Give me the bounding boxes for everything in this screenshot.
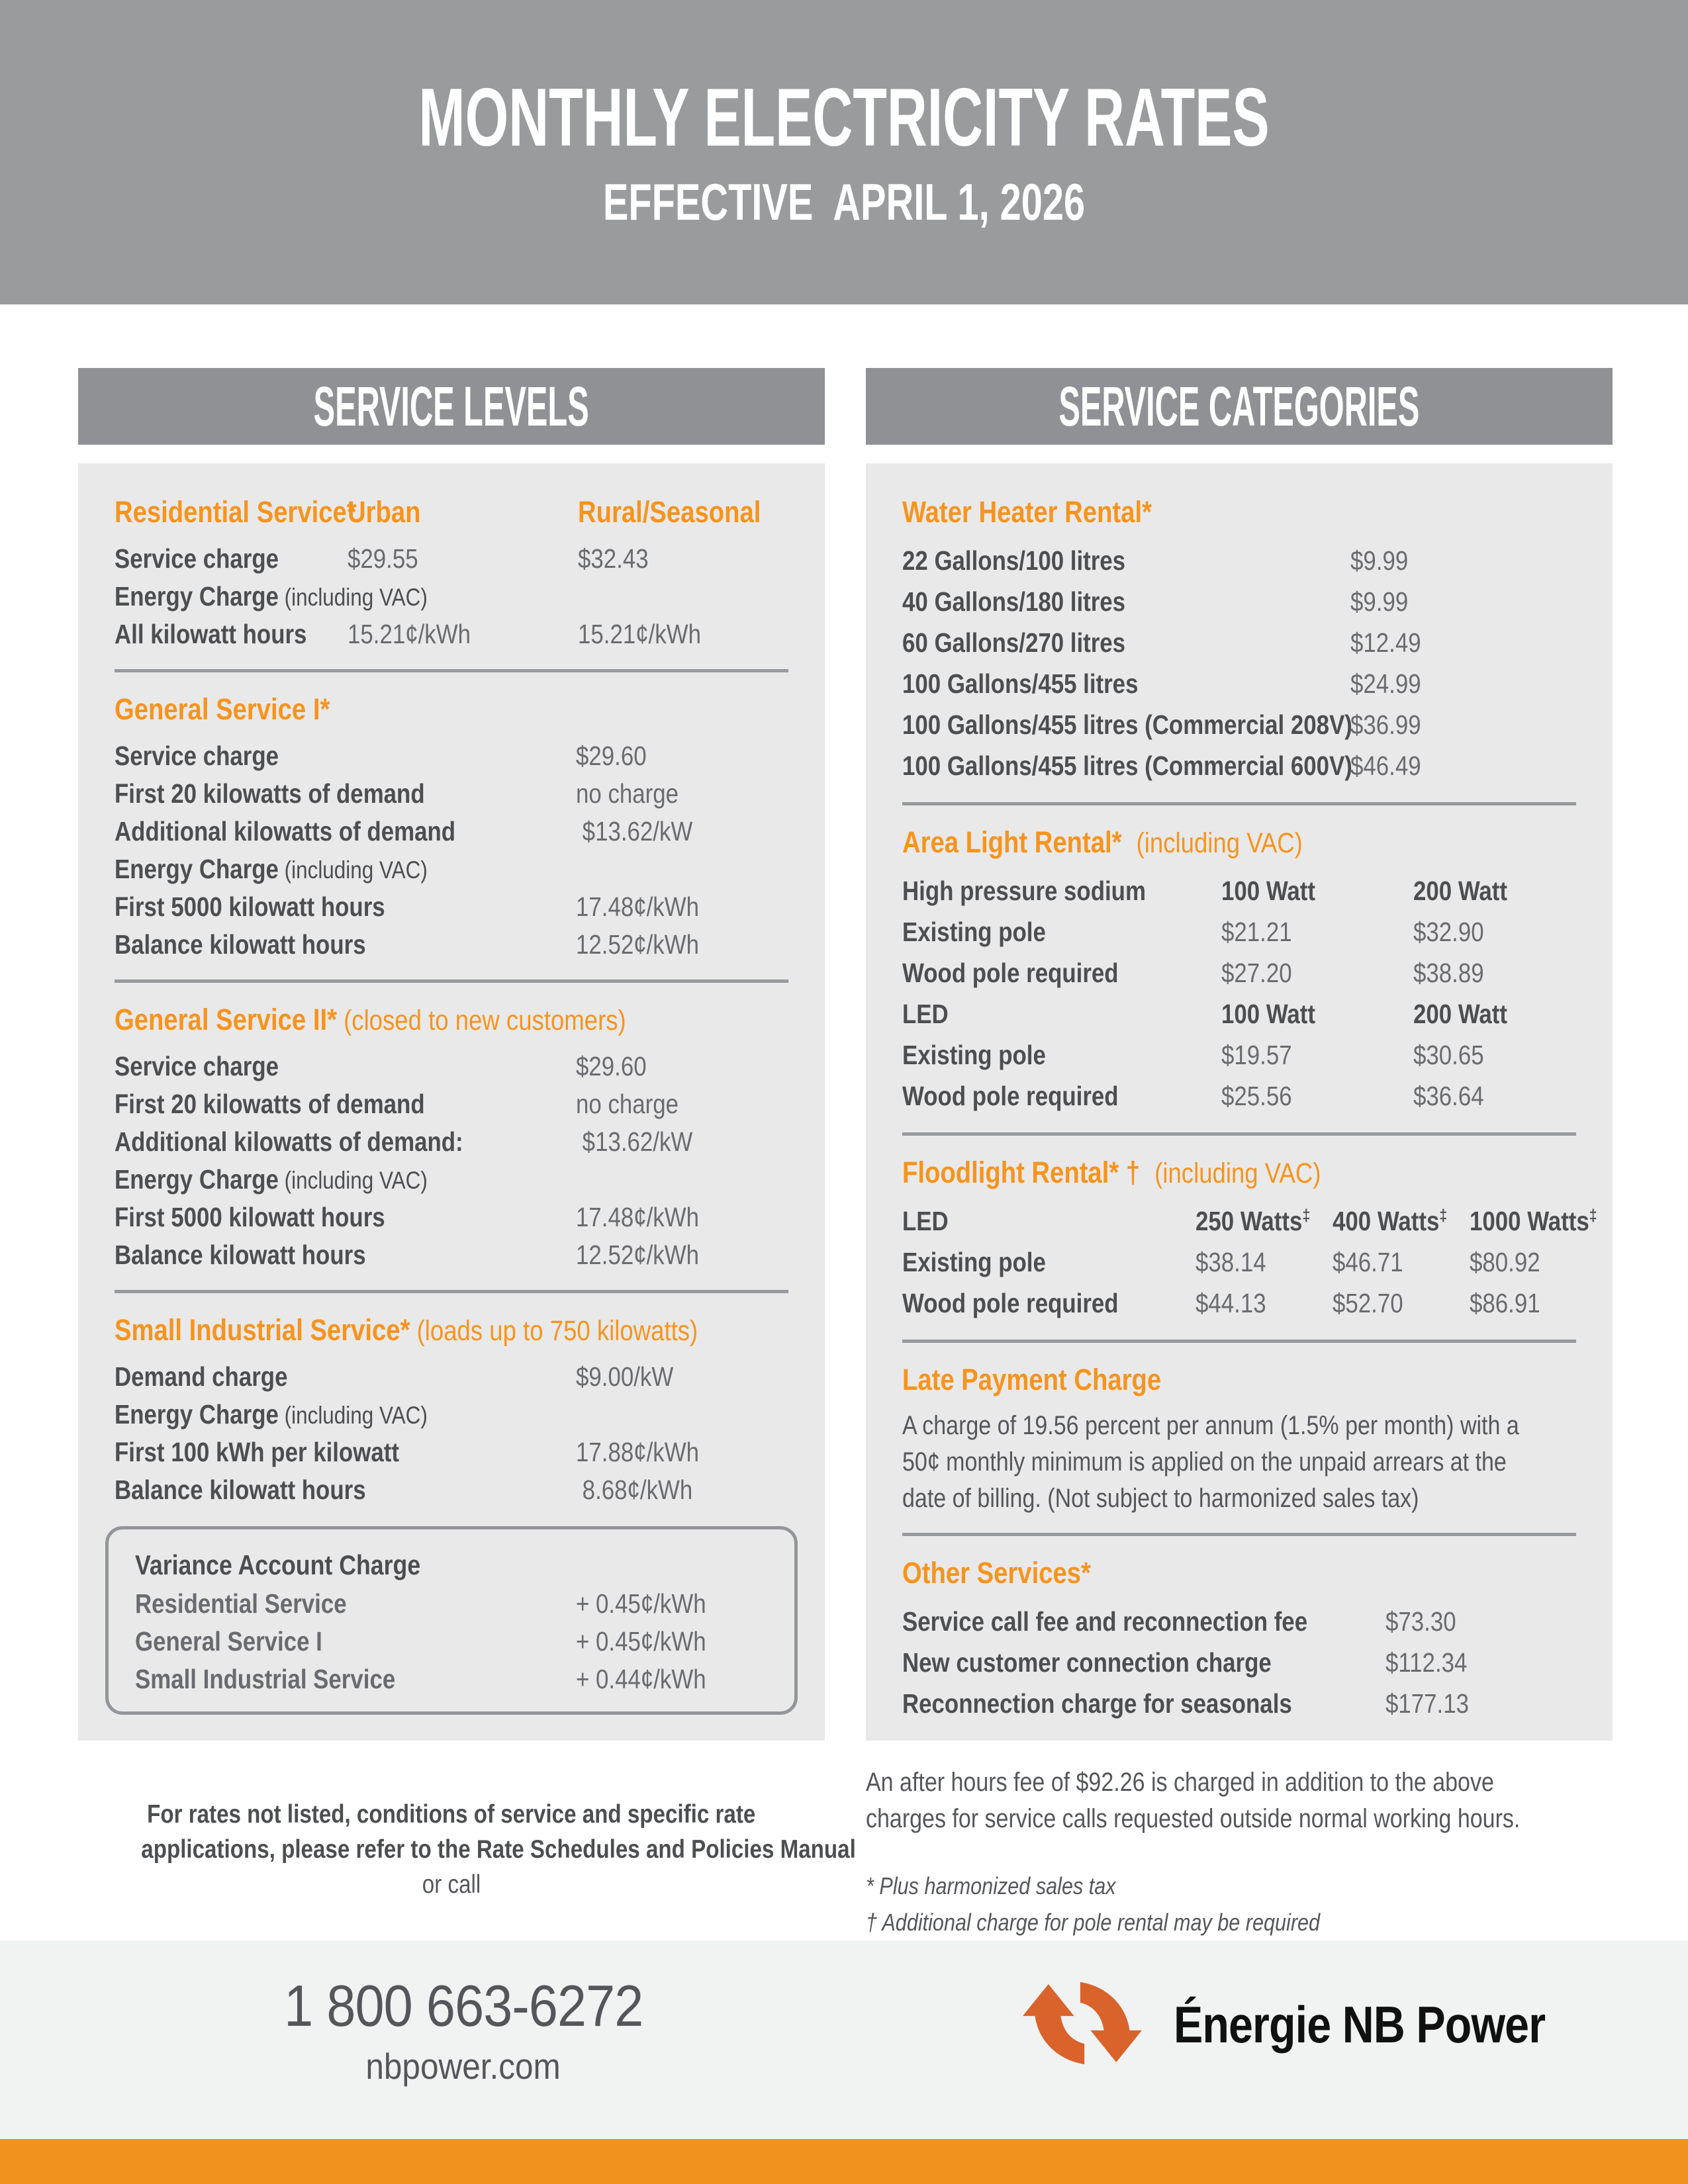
- service-categories-header-bar: [866, 368, 1613, 445]
- subsection-label: LED: [902, 998, 949, 1029]
- variance-account-charge-box: [105, 1526, 798, 1715]
- section-title: Late Payment Charge: [902, 1363, 1162, 1396]
- rate-label-suffix: (including VAC): [278, 1402, 428, 1429]
- rate-row: [115, 1236, 788, 1274]
- section-divider: [115, 979, 788, 983]
- section-header-row: [115, 688, 788, 731]
- rate-row: [115, 850, 788, 888]
- website-link: nbpower.com: [365, 2046, 561, 2087]
- service-levels-heading: SERVICE LEVELS: [313, 375, 590, 437]
- bottom-orange-bar: [0, 2139, 1688, 2184]
- rate-row: [115, 1123, 788, 1161]
- service-categories-box: [866, 463, 1613, 1741]
- rate-label: Wood pole required: [902, 1287, 1119, 1318]
- subsection-label: LED: [902, 1205, 949, 1236]
- rate-label: 60 Gallons/270 litres: [902, 627, 1126, 658]
- rate-value-200w: $36.64: [1413, 1080, 1484, 1111]
- section-header-row: [902, 821, 1576, 864]
- rate-row: [902, 1601, 1576, 1642]
- rate-value-250w: $44.13: [1196, 1287, 1266, 1318]
- rate-value: 17.48¢/kWh: [576, 891, 699, 922]
- rate-row: [115, 1085, 788, 1123]
- rate-label: Demand charge: [115, 1361, 288, 1392]
- rate-label-suffix: (including VAC): [278, 584, 428, 611]
- rate-label: Energy Charge: [115, 1399, 279, 1430]
- rate-label: Balance kilowatt hours: [115, 1475, 366, 1505]
- section-title: Water Heater Rental*: [902, 495, 1152, 529]
- service-levels-header-bar: [78, 368, 825, 445]
- rate-value-rural: $32.43: [578, 543, 649, 574]
- rate-label: 100 Gallons/455 litres (Commercial 208V): [902, 709, 1352, 740]
- rate-row: [902, 952, 1576, 993]
- rate-value-200w: $30.65: [1413, 1039, 1484, 1070]
- page-subtitle: EFFECTIVE APRIL 1, 2026: [602, 173, 1086, 231]
- rate-value: $13.62/kW: [576, 816, 693, 846]
- wattage-column-header: 200 Watt: [1413, 875, 1508, 906]
- rate-value-400w: $46.71: [1333, 1246, 1403, 1277]
- section-general-service-2: [115, 999, 788, 1274]
- rate-label: Residential Service: [135, 1588, 347, 1619]
- rate-value: 12.52¢/kWh: [576, 929, 699, 960]
- rate-value-urban: 15.21¢/kWh: [348, 619, 471, 649]
- rate-label: Service charge: [115, 741, 279, 771]
- after-hours-line: An after hours fee of $92.26 is charged in addition to the above: [866, 1768, 1494, 1797]
- section-title: Small Industrial Service*: [115, 1313, 410, 1347]
- rate-row: [902, 1642, 1576, 1683]
- section-header-row: [115, 1309, 788, 1351]
- rate-value: $29.60: [576, 1051, 647, 1081]
- rate-label: Existing pole: [902, 1039, 1046, 1070]
- rate-label: Additional kilowatts of demand:: [115, 1126, 463, 1157]
- section-title: General Service II*: [115, 1003, 337, 1036]
- section-header-row: [115, 999, 788, 1041]
- footnote-marker: ‡: [1439, 1205, 1448, 1224]
- rate-value: 17.88¢/kWh: [576, 1437, 699, 1467]
- brand-block: [1016, 1964, 1611, 2086]
- rate-row: [115, 926, 788, 964]
- rate-row: [115, 1358, 788, 1396]
- rate-value: $13.62/kW: [576, 1126, 693, 1157]
- rate-label: Balance kilowatt hours: [115, 1240, 366, 1270]
- rate-row: [115, 1433, 788, 1471]
- section-header-row: [902, 1359, 1576, 1401]
- rate-row: [115, 888, 788, 926]
- late-payment-text-line: A charge of 19.56 percent per annum (1.5% per month) with a: [902, 1411, 1519, 1440]
- rate-value: $9.99: [1350, 545, 1409, 576]
- rate-row: [115, 775, 788, 813]
- phone-number: 1 800 663-6272: [283, 1973, 643, 2038]
- page-footer: [0, 1940, 1688, 2139]
- section-header-row: [115, 491, 788, 533]
- section-water-heater-rental: [902, 491, 1576, 786]
- service-categories-heading: SERVICE CATEGORIES: [1058, 375, 1420, 437]
- rate-label: New customer connection charge: [902, 1647, 1272, 1678]
- rate-label: Service charge: [115, 1051, 279, 1081]
- service-levels-column: [78, 368, 856, 1902]
- after-hours-note: [866, 1764, 1613, 1837]
- service-levels-box: [78, 463, 825, 1741]
- rate-row: [115, 1199, 788, 1236]
- rate-label: 100 Gallons/455 litres (Commercial 600V): [902, 750, 1352, 781]
- rate-value-100w: $21.21: [1221, 916, 1292, 947]
- wattage-column-header: 100 Watt: [1221, 998, 1316, 1029]
- rate-label: 100 Gallons/455 litres: [902, 668, 1139, 699]
- rate-row: [115, 1161, 788, 1199]
- rates-note-line: applications, please refer to the Rate Schedules and Policies Manual: [141, 1835, 856, 1864]
- rate-label: Service call fee and reconnection fee: [902, 1606, 1308, 1637]
- rate-label: Balance kilowatt hours: [115, 929, 366, 960]
- rate-row: [902, 1242, 1576, 1283]
- rate-label: Existing pole: [902, 916, 1046, 947]
- rates-note-line: For rates not listed, conditions of service and specific rate: [147, 1800, 756, 1829]
- rate-row: [115, 1471, 788, 1509]
- section-other-services: [902, 1552, 1576, 1724]
- service-categories-column: [866, 368, 1613, 1974]
- rate-label: Energy Charge: [115, 854, 279, 884]
- rate-row: [115, 615, 788, 653]
- wattage-column-header: 1000 Watts‡: [1470, 1205, 1597, 1236]
- section-divider: [902, 1340, 1576, 1343]
- section-title: Other Services*: [902, 1556, 1091, 1590]
- section-header-row: [902, 1152, 1576, 1194]
- rate-row: [902, 704, 1576, 745]
- section-title: Floodlight Rental* †: [902, 1156, 1141, 1189]
- rate-value: + 0.45¢/kWh: [576, 1588, 706, 1619]
- section-general-service-1: [115, 688, 788, 964]
- wattage-column-header: 400 Watts‡: [1333, 1205, 1448, 1236]
- rate-value-urban: $29.55: [348, 543, 418, 574]
- rate-label: 22 Gallons/100 litres: [902, 545, 1126, 576]
- section-divider: [902, 802, 1576, 805]
- rate-value-200w: $32.90: [1413, 916, 1484, 947]
- rate-value: 17.48¢/kWh: [576, 1202, 699, 1232]
- rate-row: [902, 663, 1576, 704]
- section-late-payment-charge: [902, 1359, 1576, 1517]
- variance-title: Variance Account Charge: [135, 1549, 421, 1580]
- rate-value: 8.68¢/kWh: [576, 1475, 693, 1505]
- rate-value-100w: $25.56: [1221, 1080, 1292, 1111]
- rate-label: 40 Gallons/180 litres: [902, 586, 1126, 617]
- section-header-row: [902, 1552, 1576, 1594]
- rate-label-suffix: (including VAC): [278, 1167, 428, 1194]
- rate-row: [902, 622, 1576, 663]
- rate-value: + 0.45¢/kWh: [576, 1626, 706, 1657]
- rate-row: [902, 581, 1576, 622]
- section-residential-service: [115, 491, 788, 653]
- rate-row: [902, 1034, 1576, 1075]
- rate-label: Energy Charge: [115, 1164, 279, 1195]
- section-title-suffix: (closed to new customers): [336, 1005, 626, 1036]
- rate-label: First 100 kWh per kilowatt: [115, 1437, 399, 1467]
- rate-row: [902, 1075, 1576, 1116]
- rate-row: [135, 1661, 768, 1698]
- section-title-suffix: (loads up to 750 kilowatts): [410, 1315, 698, 1347]
- rate-value: $112.34: [1385, 1647, 1468, 1678]
- rate-row: [902, 745, 1576, 786]
- subsection-header-row: [902, 870, 1576, 911]
- rate-label: Energy Charge: [115, 581, 279, 612]
- rate-value: no charge: [576, 778, 679, 809]
- rates-note-line: or call: [422, 1870, 481, 1899]
- rate-value-100w: $19.57: [1221, 1039, 1292, 1070]
- rate-label: Additional kilowatts of demand: [115, 816, 456, 846]
- section-divider: [115, 669, 788, 672]
- rate-row: [115, 540, 788, 578]
- rate-label: Small Industrial Service: [135, 1664, 396, 1694]
- rate-row: [902, 1283, 1576, 1324]
- after-hours-line: charges for service calls requested outside normal working hours.: [866, 1804, 1521, 1833]
- rate-row: [902, 540, 1576, 581]
- rate-value: $46.49: [1350, 750, 1421, 781]
- rate-value: + 0.44¢/kWh: [576, 1664, 706, 1694]
- rate-label: Service charge: [115, 543, 279, 574]
- rate-value: $73.30: [1385, 1606, 1456, 1637]
- rate-label: Existing pole: [902, 1246, 1046, 1277]
- rate-value-200w: $38.89: [1413, 957, 1484, 988]
- section-title-suffix: (including VAC): [1148, 1158, 1321, 1189]
- rate-label: General Service I: [135, 1626, 322, 1657]
- wattage-column-header: 100 Watt: [1221, 875, 1316, 906]
- rate-value: $24.99: [1350, 668, 1421, 699]
- section-title: Area Light Rental*: [902, 825, 1122, 859]
- section-header-row: [902, 491, 1576, 533]
- contact-block: [0, 1973, 927, 2087]
- subsection-header-row: [902, 993, 1576, 1034]
- subsection-header-row: [902, 1201, 1597, 1242]
- rate-value-250w: $38.14: [1196, 1246, 1266, 1277]
- nb-power-circular-arrows-logo-icon: [1016, 1964, 1149, 2086]
- rate-value: 12.52¢/kWh: [576, 1240, 699, 1270]
- rate-label-suffix: (including VAC): [278, 856, 428, 884]
- section-title-suffix: (including VAC): [1129, 827, 1303, 859]
- wattage-column-header: 250 Watts‡: [1196, 1205, 1311, 1236]
- section-divider: [902, 1132, 1576, 1136]
- rate-value-400w: $52.70: [1333, 1287, 1403, 1318]
- rate-row: [115, 1396, 788, 1433]
- rate-row: [902, 1683, 1576, 1724]
- rate-row: [115, 578, 788, 615]
- rate-value: $9.99: [1350, 586, 1409, 617]
- page-banner: [0, 0, 1688, 304]
- section-title: Residential Service*: [115, 495, 357, 529]
- brand-name: Énergie NB Power: [1174, 1995, 1546, 2054]
- column-header-rural-seasonal: Rural/Seasonal: [578, 495, 761, 529]
- rate-value: $177.13: [1385, 1688, 1469, 1719]
- rates-note: [78, 1797, 856, 1902]
- rate-value-100w: $27.20: [1221, 957, 1292, 988]
- section-area-light-rental: [902, 821, 1576, 1116]
- late-payment-text-line: date of billing. (Not subject to harmonized sales tax): [902, 1484, 1419, 1513]
- rate-label: First 20 kilowatts of demand: [115, 1089, 425, 1119]
- page-title: MONTHLY ELECTRICITY RATES: [418, 72, 1270, 163]
- rate-label: First 5000 kilowatt hours: [115, 891, 385, 922]
- rate-label: First 5000 kilowatt hours: [115, 1202, 385, 1232]
- rate-label: Wood pole required: [902, 957, 1119, 988]
- rate-row: [135, 1623, 768, 1661]
- rate-label: Wood pole required: [902, 1080, 1119, 1111]
- content-columns: [78, 368, 1613, 1974]
- rate-row: [135, 1585, 768, 1623]
- rate-row: [115, 737, 788, 775]
- rate-label: All kilowatt hours: [115, 619, 307, 649]
- section-divider: [115, 1290, 788, 1293]
- footnote: † Additional charge for pole rental may be required: [866, 1909, 1321, 1936]
- rate-label: Reconnection charge for seasonals: [902, 1688, 1292, 1719]
- section-divider: [902, 1533, 1576, 1536]
- footnote-marker: ‡: [1302, 1205, 1311, 1224]
- rate-value-rural: 15.21¢/kWh: [578, 619, 701, 649]
- footnote: * Plus harmonized sales tax: [866, 1872, 1116, 1899]
- section-title: General Service I*: [115, 692, 330, 726]
- rate-row: [902, 911, 1576, 952]
- wattage-column-header: 200 Watt: [1413, 998, 1508, 1029]
- rate-value: $36.99: [1350, 709, 1421, 740]
- section-floodlight-rental: [902, 1152, 1597, 1324]
- rate-value: $12.49: [1350, 627, 1421, 658]
- rate-row: [115, 813, 788, 850]
- rate-row: [115, 1048, 788, 1085]
- rate-label: First 20 kilowatts of demand: [115, 778, 425, 809]
- rate-value: $29.60: [576, 741, 647, 771]
- section-small-industrial-service: [115, 1309, 788, 1509]
- footnote-marker: ‡: [1589, 1205, 1597, 1224]
- rate-value-1000w: $80.92: [1470, 1246, 1540, 1277]
- rate-value-1000w: $86.91: [1470, 1287, 1540, 1318]
- rate-value: $9.00/kW: [576, 1361, 674, 1392]
- late-payment-text-line: 50¢ monthly minimum is applied on the unpaid arrears at the: [902, 1447, 1507, 1477]
- column-header-urban: Urban: [348, 495, 421, 529]
- rate-value: no charge: [576, 1089, 679, 1119]
- subsection-label: High pressure sodium: [902, 875, 1146, 906]
